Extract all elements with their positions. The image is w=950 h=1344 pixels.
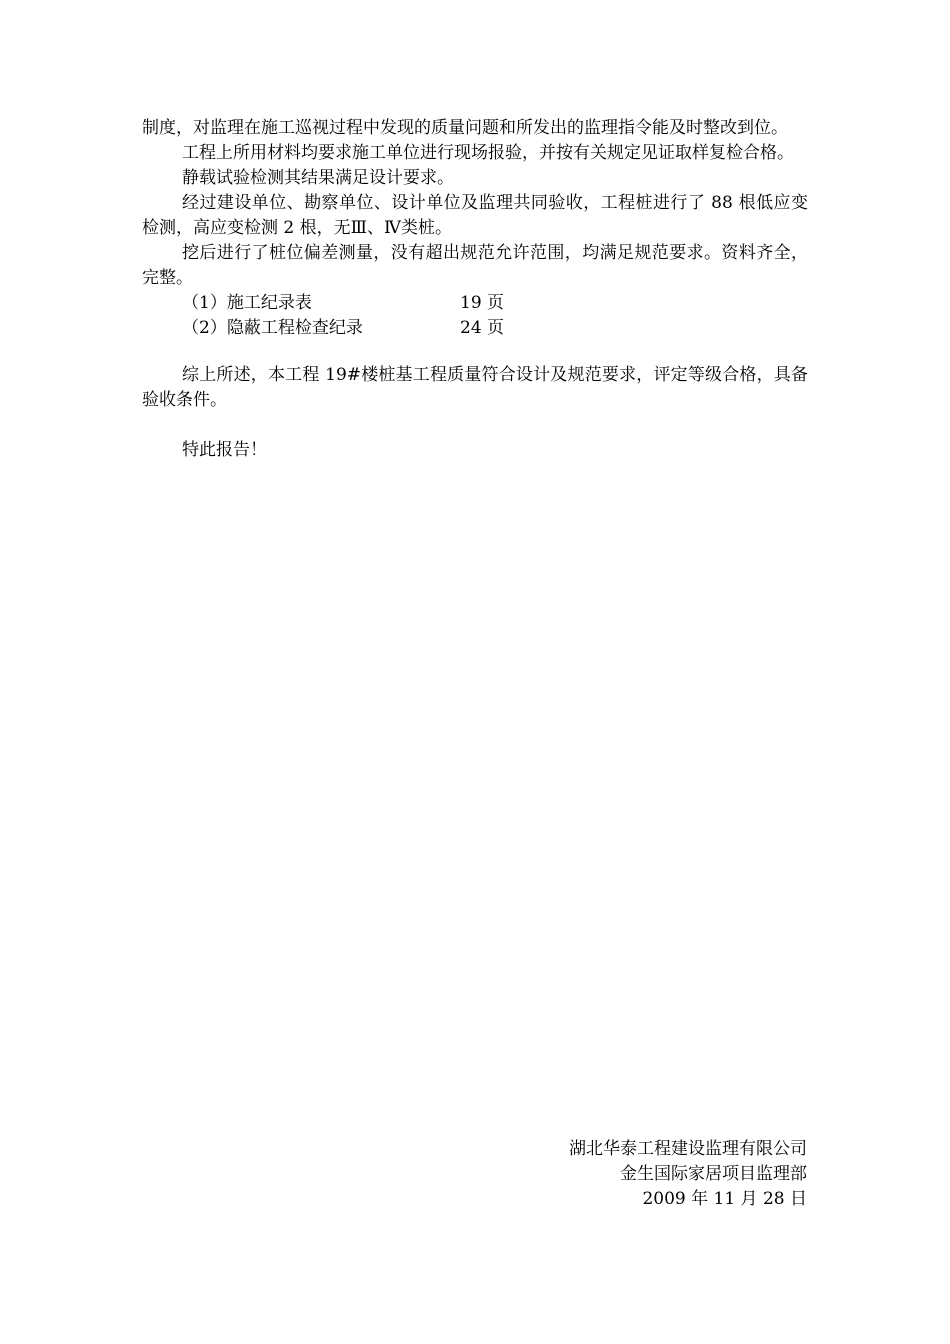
signature-date: 2009 年 11 月 28 日 xyxy=(642,1189,807,1209)
spacer xyxy=(142,341,808,363)
signature-block xyxy=(569,1137,807,1212)
record-item-construction-log xyxy=(142,291,808,316)
record-label: （2）隐蔽工程检查纪录 xyxy=(182,318,363,338)
paragraph-supervision-rectification: 制度，对监理在施工巡视过程中发现的质量问题和所发出的监理指令能及时整改到位。 xyxy=(142,118,788,138)
paragraph-material-inspection: 工程上所用材料均要求施工单位进行现场报验，并按有关规定见证取样复检合格。 xyxy=(182,143,794,163)
record-page-count: 24 页 xyxy=(460,318,505,338)
record-page-count: 19 页 xyxy=(460,293,505,313)
spacer xyxy=(142,413,808,438)
record-label: （1）施工纪录表 xyxy=(182,293,312,313)
signature-company: 湖北华泰工程建设监理有限公司 xyxy=(569,1139,807,1159)
paragraph-static-load-test: 静载试验检测其结果满足设计要求。 xyxy=(182,168,454,188)
paragraph-pile-position-survey: 挖后进行了桩位偏差测量，没有超出规范允许范围，均满足规范要求。资料齐全，完整。 xyxy=(142,243,808,288)
record-item-concealed-work-log xyxy=(142,316,808,341)
report-body xyxy=(142,116,808,463)
paragraph-conclusion: 综上所述，本工程 19#楼桩基工程质量符合设计及规范要求，评定等级合格，具备验收条件。 xyxy=(142,365,808,410)
paragraph-pile-strain-testing: 经过建设单位、勘察单位、设计单位及监理共同验收，工程桩进行了 88 根低应变检测，高应变检测 2 根，无Ⅲ、Ⅳ类桩。 xyxy=(142,193,808,238)
signature-department: 金生国际家居项目监理部 xyxy=(620,1164,807,1184)
closing-statement: 特此报告！ xyxy=(182,440,267,460)
